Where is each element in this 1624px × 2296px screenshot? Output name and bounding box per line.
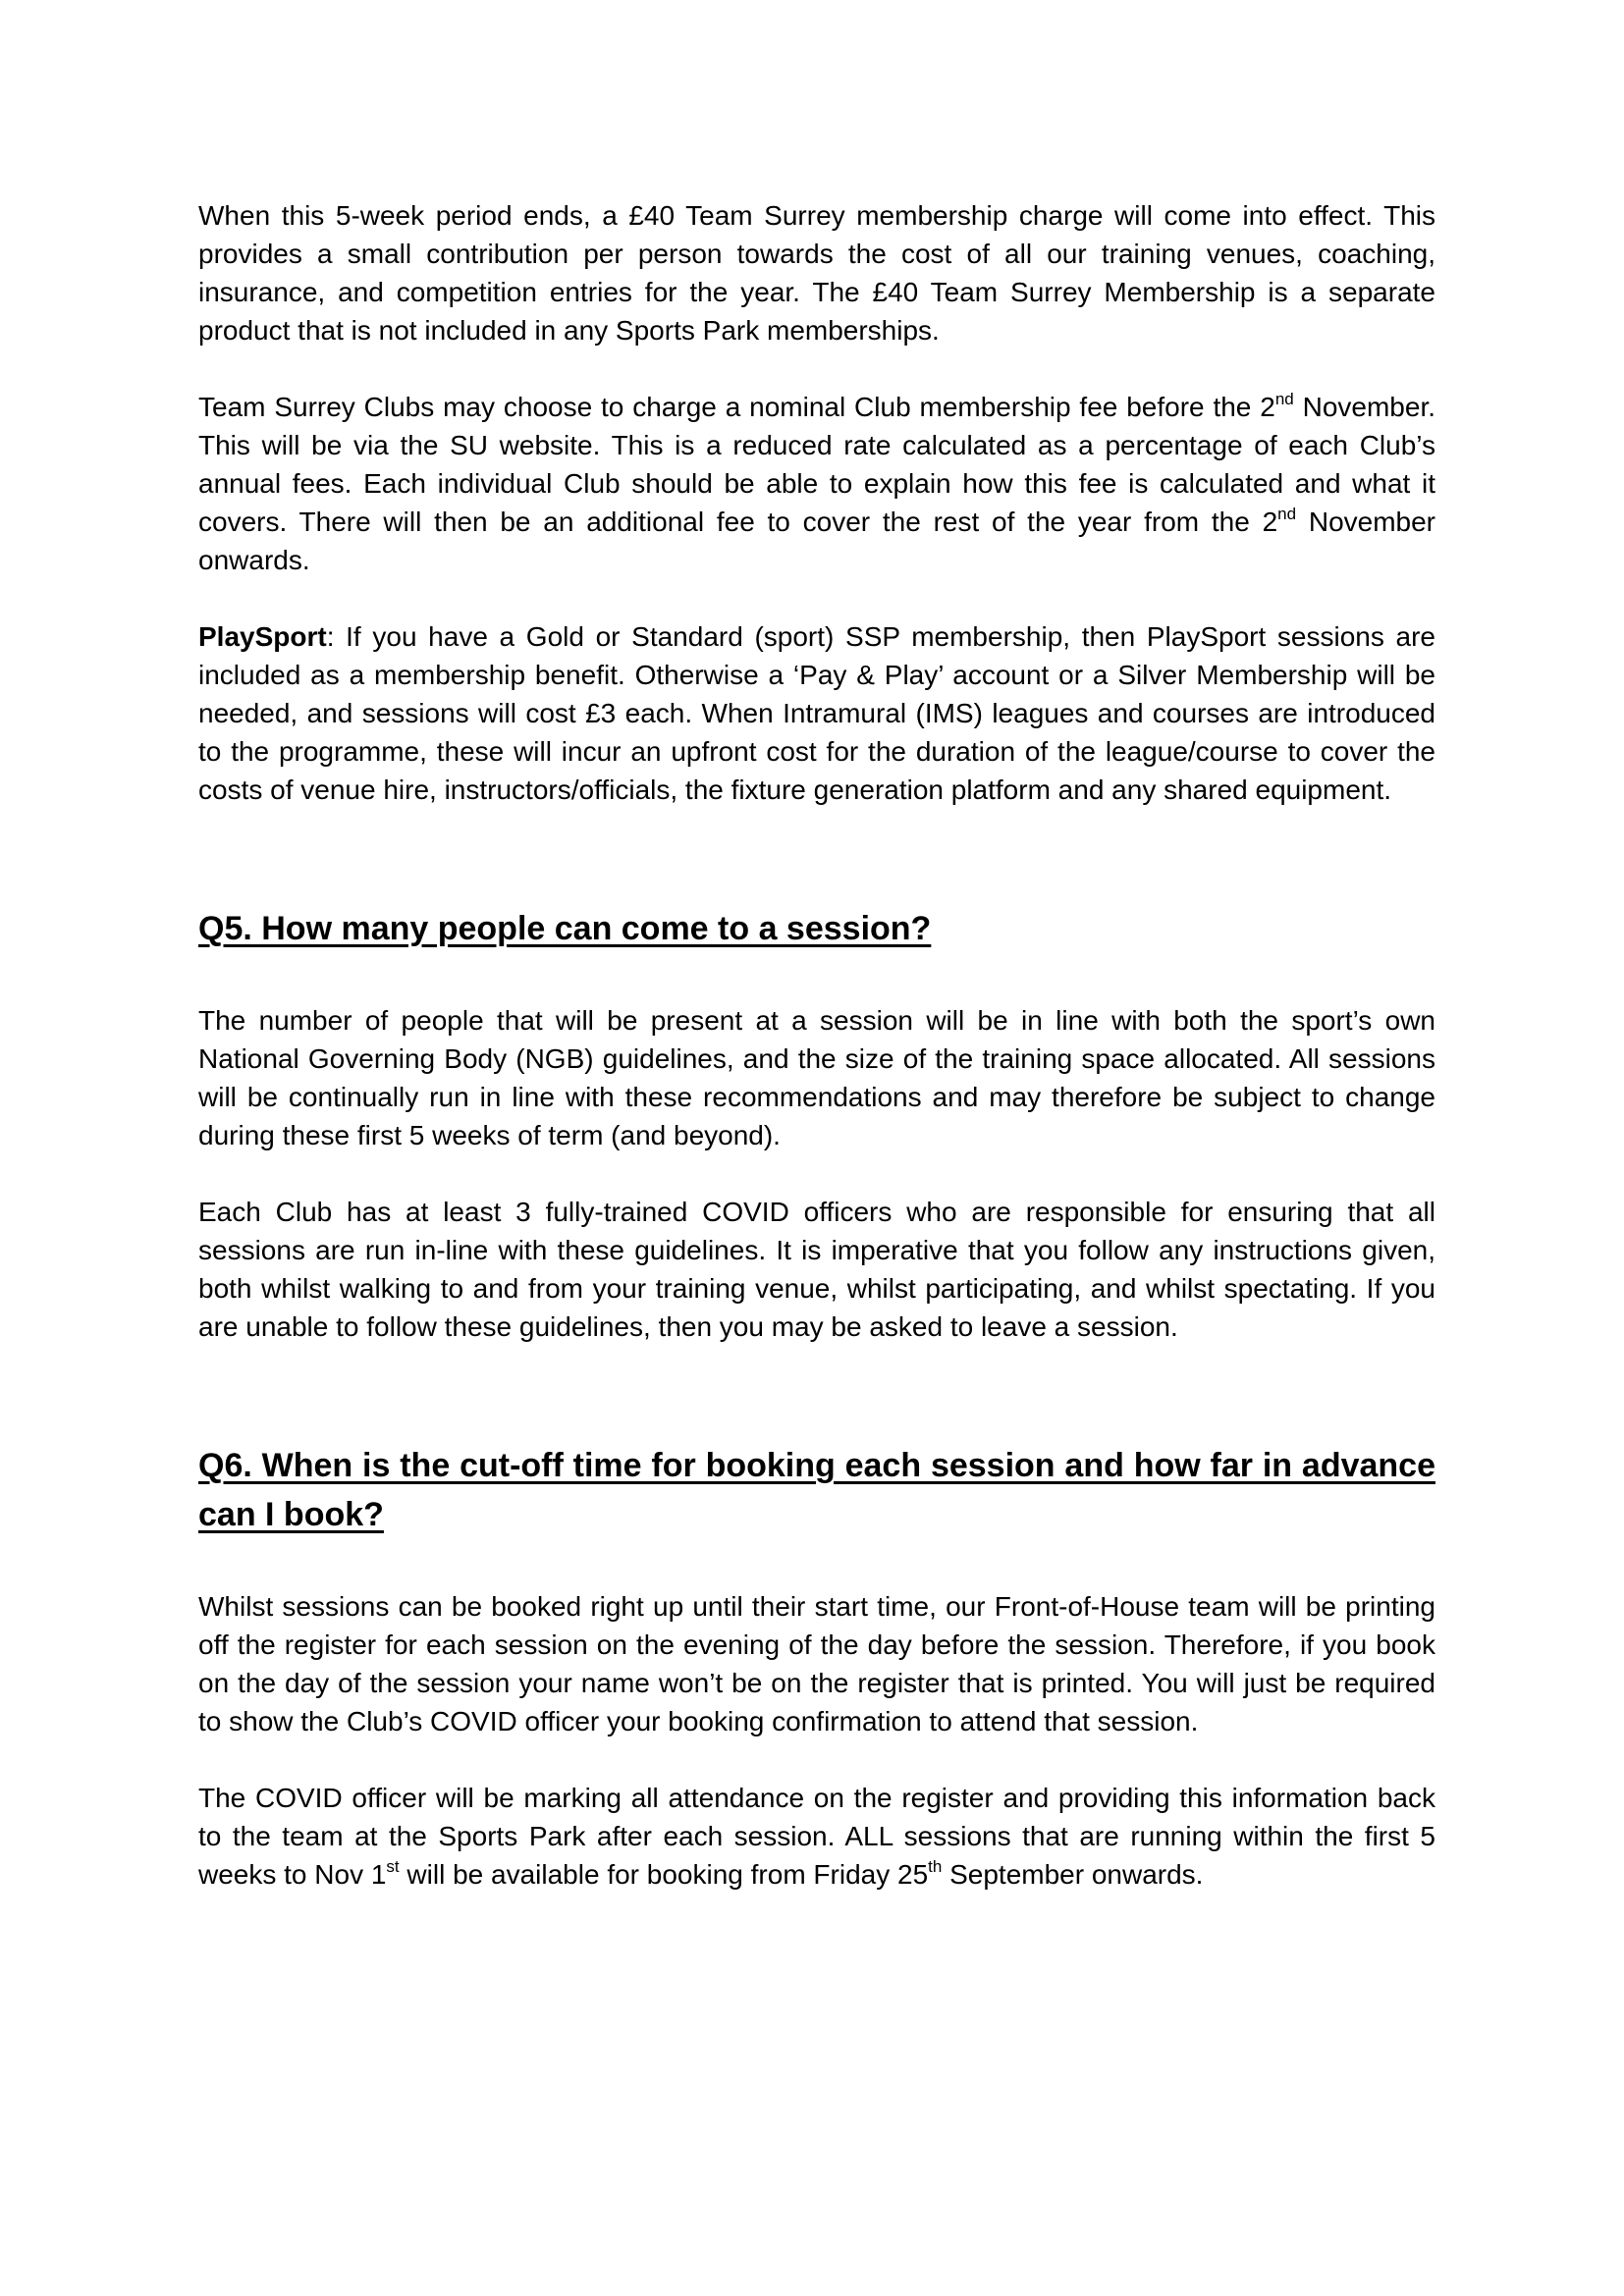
q6-booking-availability-paragraph [198,1779,1435,1894]
club-fee-paragraph [198,388,1435,579]
ordinal-suffix: nd [1274,389,1294,408]
paragraph-text: November. This will be via the SU website. This is a reduced rate calculated as a percentage of each Club’s annual fees. Each individual Club should be able to explain how this fee is calculated and what it covers. There will then be an additional fee to cover the rest of the year from the 2 [198,392,1436,537]
section-spacer [198,1384,1435,1441]
section-spacer [198,847,1435,904]
q5-covid-officers-paragraph [198,1193,1435,1346]
q6-heading: Q6. When is the cut-off time for booking each session and how far in advance can I book? [198,1447,1435,1533]
playsport-paragraph [198,617,1435,809]
paragraph-text: will be available for booking from Friday 25 [399,1859,929,1890]
q5-heading: Q5. How many people can come to a session? [198,910,932,947]
playsport-term: PlaySport [198,621,327,652]
paragraph-text: The COVID officer will be marking all attendance on the register and providing this information back to the team at the Sports Park after each session. ALL sessions that are running within the first 5 weeks to Nov 1 [198,1783,1435,1890]
paragraph-text: When this 5-week period ends, a £40 Team Surrey membership charge will come into effect. This provides a small contribution per person towards the cost of all our training venues, coaching, insurance, and competition entries for the year. The £40 Team Surrey Membership is a separate product that is not included in any Sports Park memberships. [198,200,1435,346]
paragraph-text: September onwards. [942,1859,1204,1890]
paragraph-text: Each Club has at least 3 fully-trained COVID officers who are responsible for ensuring that all sessions are run in-line with these guidelines. It is imperative that you follow any instructions given, both whilst walking to and from your training venue, whilst participating, and whilst spectating. If you are unable to follow these guidelines, then you may be asked to leave a session. [198,1197,1435,1342]
q5-ngb-paragraph [198,1001,1435,1154]
paragraph-text: Whilst sessions can be booked right up until their start time, our Front-of-House team will be printing off the register for each session on the evening of the day before the session. Therefore, if you book on the day of the session your name won’t be on the register that is printed. You will just be required to show the Club’s COVID officer your booking confirmation to attend that session. [198,1591,1435,1736]
paragraph-text: : If you have a Gold or Standard (sport) SSP membership, then PlaySport sessions are included as a membership benefit. Otherwise a ‘Pay & Play’ account or a Silver Membership will be needed, and sessions will cost £3 each. When Intramural (IMS) leagues and courses are introduced to the programme, these will incur an upfront cost for the duration of the league/course to cover the costs of venue hire, instructors/officials, the fixture generation platform and any shared equipment. [198,621,1435,805]
membership-charge-paragraph [198,196,1435,349]
paragraph-text: Team Surrey Clubs may choose to charge a nominal Club membership fee before the 2 [198,392,1275,422]
paragraph-text: The number of people that will be present at a session will be in line with both the sport’s own National Governing Body (NGB) guidelines, and the size of the training space allocated. All sessions will be continually run in line with these recommendations and may therefore be subject to change during these first 5 weeks of term (and beyond). [198,1005,1435,1150]
q6-register-paragraph [198,1587,1435,1740]
ordinal-suffix: st [386,1856,400,1876]
paragraph-text: November onwards. [198,507,1436,575]
ordinal-suffix: th [928,1856,943,1876]
ordinal-suffix: nd [1277,504,1297,523]
document-page [198,196,1435,1932]
